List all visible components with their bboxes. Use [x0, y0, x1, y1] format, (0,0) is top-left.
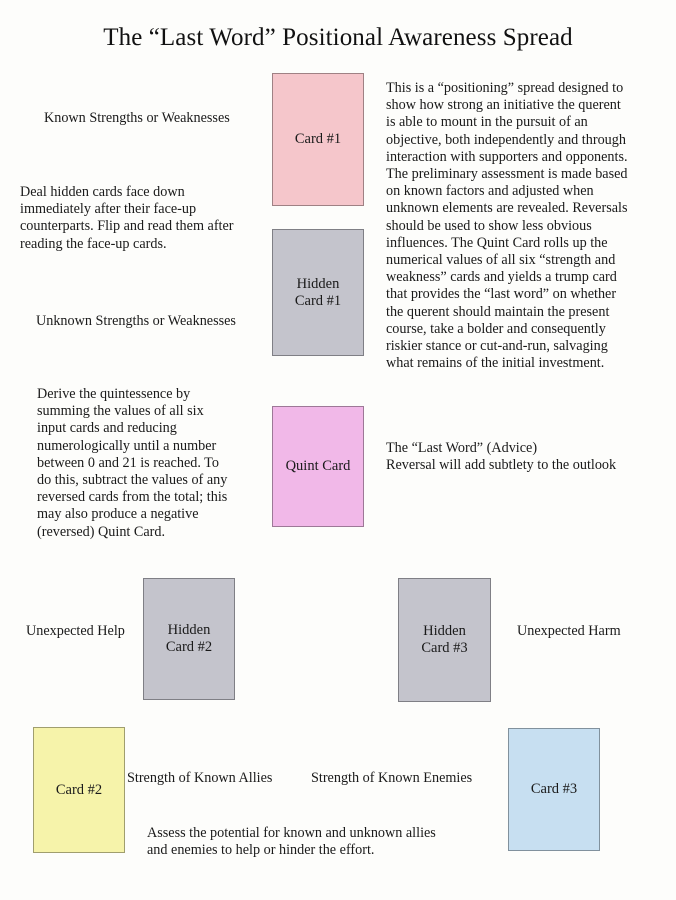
assess-line: and enemies to help or hinder the effort. [147, 842, 375, 859]
description-line: what remains of the initial investment. [386, 355, 605, 372]
hidden-card-3 [398, 578, 491, 702]
hidden-card-1 [272, 229, 364, 356]
hidden-card-1-label-line2: Card #1 [294, 292, 342, 309]
instruction-line: numerologically until a number [37, 437, 217, 454]
description-line: on known factors and adjusted when [386, 183, 594, 200]
hidden-card-3-label-line1: Hidden [423, 623, 466, 639]
instruction-line: counterparts. Flip and read them after [20, 218, 234, 235]
description-line: the querent should maintain the present [386, 303, 610, 320]
hidden-card-instructions [20, 184, 270, 253]
description-line: should be used to show less obvious [386, 217, 592, 234]
known-strengths-label: Known Strengths or Weaknesses [44, 110, 230, 126]
instruction-line: (reversed) Quint Card. [37, 523, 166, 540]
advice-note: Reversal will add subtlety to the outlook [386, 457, 617, 474]
description-line: show how strong an initiative the querent [386, 97, 621, 114]
instruction-line: may also produce a negative [37, 506, 199, 523]
instruction-line: Deal hidden cards face down [20, 184, 185, 200]
description-line: The preliminary assessment is made based [386, 166, 628, 183]
instruction-line: Derive the quintessence by [37, 386, 191, 402]
description-line: objective, both independently and through [386, 131, 626, 148]
known-enemies-label: Strength of Known Enemies [311, 770, 473, 786]
description-line: is able to mount in the pursuit of an [386, 114, 588, 131]
instruction-line: reading the face-up cards. [20, 235, 167, 252]
quint-card [272, 406, 364, 527]
page-title: The “Last Word” Positional Awareness Spread [103, 24, 573, 51]
hidden-card-2-label-line1: Hidden [167, 622, 211, 638]
instruction-line: summing the values of all six [37, 403, 204, 420]
card-3-label: Card #3 [530, 781, 578, 797]
instruction-line: input cards and reducing [37, 420, 177, 437]
description-line: numerical values of all six “strength and [386, 252, 616, 269]
description-line: influences. The Quint Card rolls up the [386, 234, 608, 251]
advice-heading: The “Last Word” (Advice) [386, 440, 538, 456]
hidden-card-2 [143, 578, 235, 700]
hidden-card-1-label-line1: Hidden [296, 275, 340, 292]
assess-line: Assess the potential for known and unknown allies [147, 825, 436, 841]
description-line: interaction with supporters and opponents. [386, 148, 628, 165]
card-1-label: Card #1 [294, 131, 342, 147]
card-2 [33, 727, 125, 853]
card-3 [508, 728, 600, 851]
description-line: weakness” cards and yields a trump card [386, 269, 617, 286]
unexpected-harm-label: Unexpected Harm [517, 623, 621, 639]
known-allies-label: Strength of Known Allies [127, 770, 273, 786]
instruction-line: between 0 and 21 is reached. To [37, 454, 219, 471]
instruction-line: reversed cards from the total; this [37, 489, 228, 506]
description-line: that provides the “last word” on whether [386, 286, 617, 303]
spread-description [386, 80, 674, 372]
description-line: course, take a bolder and consequently [386, 320, 606, 337]
instruction-line: immediately after their face-up [20, 201, 197, 218]
card-1 [272, 73, 364, 206]
instruction-line: do this, subtract the values of any [37, 472, 228, 489]
hidden-card-2-label-line2: Card #2 [165, 639, 213, 655]
description-line: unknown elements are revealed. Reversals [386, 200, 628, 217]
description-line: This is a “positioning” spread designed to [386, 80, 624, 96]
hidden-card-3-label-line2: Card #3 [421, 640, 468, 656]
description-line: riskier stance or cut-and-run, salvaging [386, 338, 608, 355]
card-2-label: Card #2 [55, 781, 103, 798]
assess-note [147, 825, 487, 859]
last-word-advice [386, 440, 671, 474]
quint-instructions [37, 386, 269, 541]
unknown-strengths-label: Unknown Strengths or Weaknesses [36, 313, 236, 329]
unexpected-help-label: Unexpected Help [26, 623, 125, 639]
quint-card-label: Quint Card [285, 458, 351, 474]
